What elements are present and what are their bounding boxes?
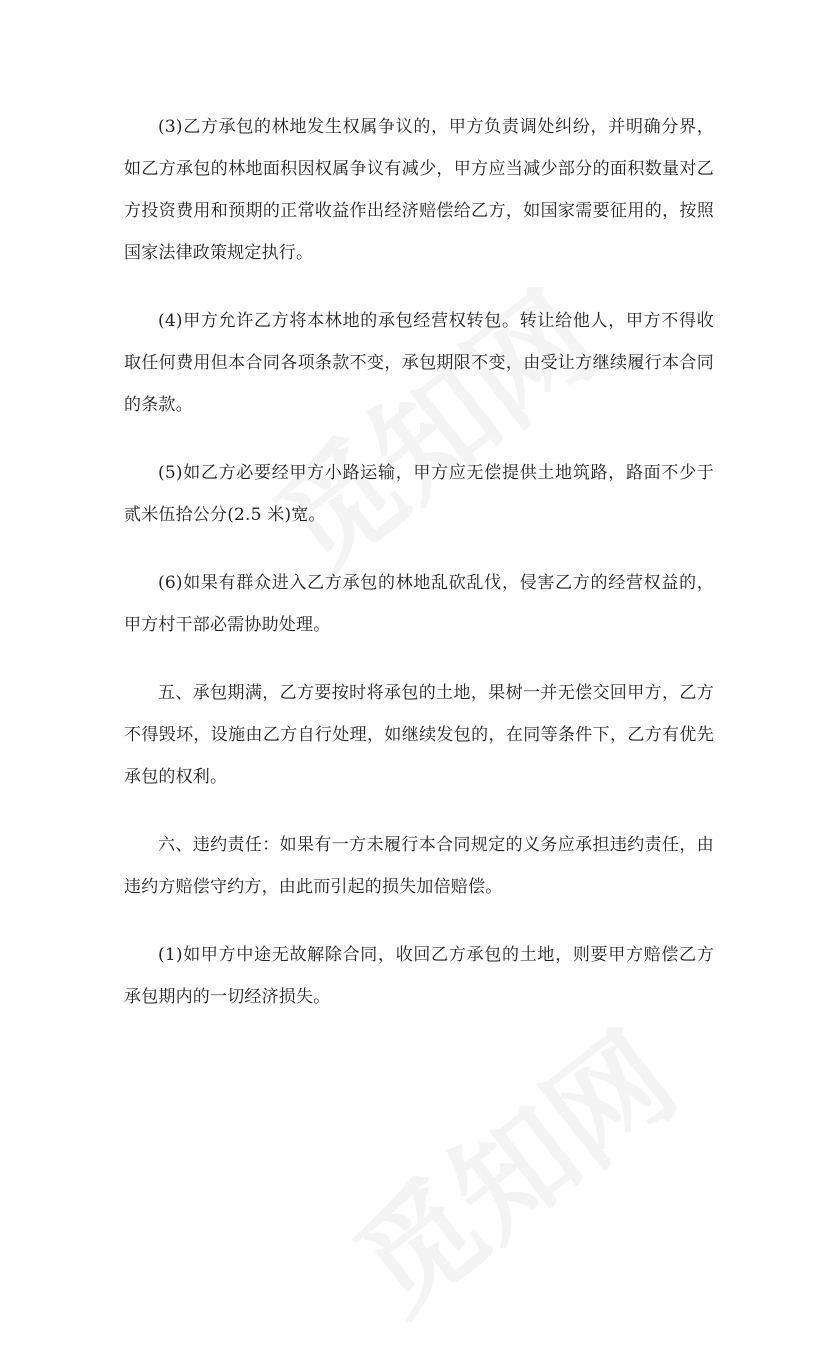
document-body [124, 106, 714, 1018]
section-six: 六、违约责任：如果有一方未履行本合同规定的义务应承担违约责任，由违约方赔偿守约方，由此而引起的损失加倍赔偿。 [124, 835, 714, 897]
section-five: 五、承包期满，乙方要按时将承包的土地，果树一并无偿交回甲方，乙方不得毁坏，设施由乙方自行处理，如继续发包的，在同等条件下，乙方有优先承包的权利。 [124, 683, 714, 787]
paragraph-6: (6)如果有群众进入乙方承包的林地乱砍乱伐，侵害乙方的经营权益的，甲方村干部必需协助处理。 [124, 573, 714, 635]
paragraph-six-1: (1)如甲方中途无故解除合同，收回乙方承包的土地，则要甲方赔偿乙方承包期内的一切经济损失。 [124, 945, 714, 1007]
paragraph-4: (4)甲方允许乙方将本林地的承包经营权转包。转让给他人，甲方不得收取任何费用但本合同各项条款不变，承包期限不变，由受让方继续履行本合同的条款。 [124, 311, 714, 415]
paragraph-3: (3)乙方承包的林地发生权属争议的，甲方负责调处纠纷，并明确分界，如乙方承包的林地面积因权属争议有减少，甲方应当减少部分的面积数量对乙方投资费用和预期的正常收益作出经济赔偿给乙方，如国家需要征用的，按照国家法律政策规定执行。 [124, 117, 714, 263]
watermark-bottom [315, 987, 705, 1344]
paragraph-5: (5)如乙方必要经甲方小路运输，甲方应无偿提供土地筑路，路面不少于贰米伍拾公分(2.5 米)宽。 [124, 463, 714, 525]
